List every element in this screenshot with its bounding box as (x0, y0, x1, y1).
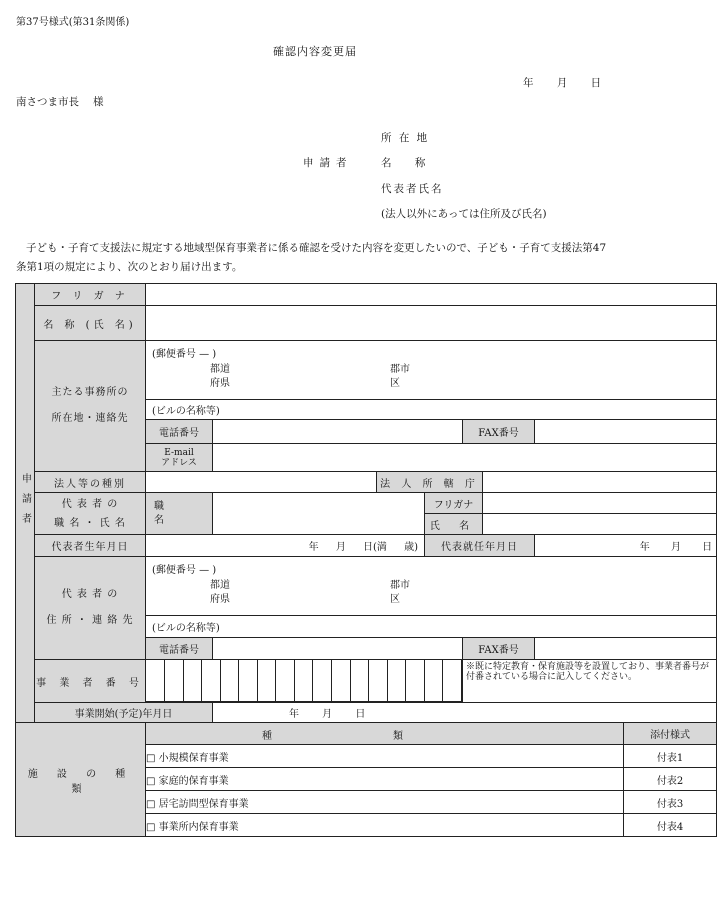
biz-digit-16[interactable] (424, 660, 443, 702)
facility-option-workplace[interactable]: □ 事業所内保育事業 (146, 814, 624, 837)
application-form-table (15, 283, 717, 837)
biz-digit-1[interactable] (146, 660, 165, 702)
todofuken-label-2: 府県 (210, 378, 230, 389)
name-field[interactable] (146, 306, 717, 341)
biz-digit-13[interactable] (369, 660, 388, 702)
biz-digit-7[interactable] (257, 660, 276, 702)
rep-title-line1: 代 表 者 の (61, 498, 119, 510)
shoku-label-2: 名 (154, 514, 164, 526)
gunshi-label: 郡市 (390, 364, 410, 375)
rep-building-field[interactable] (146, 616, 717, 638)
rep-title-line2: 職 名 ・ 氏 名 (54, 517, 126, 529)
biz-digit-10[interactable] (313, 660, 332, 702)
biz-digit-4[interactable] (202, 660, 221, 702)
rep-phone-field[interactable] (213, 638, 463, 660)
biz-digit-3[interactable] (183, 660, 202, 702)
rep-address-line2: 住 所 ・ 連 絡 先 (46, 615, 134, 626)
biz-digit-12[interactable] (350, 660, 369, 702)
intro-paragraph: 子ども・子育て支援法に規定する地域型保育事業者に係る確認を受けた内容を変更したいので、子ども・子育て支援法第47条第1項の規定により、次のとおり届け出ます。 (16, 242, 607, 273)
applicant-note: (法人以外にあっては住所及び氏名) (381, 208, 547, 220)
rep-postal-code-label: (郵便番号 — ) (152, 565, 217, 576)
office-phone-label: 電話番号 (146, 420, 213, 444)
email-label-line1: E-mail (164, 447, 194, 458)
biz-digit-15[interactable] (406, 660, 425, 702)
rep-shimei-label: 氏 名 (425, 514, 483, 535)
rep-todofuken-label: 都道 (210, 580, 230, 591)
office-fax-label: FAX番号 (463, 420, 535, 444)
facility-kind-header (146, 723, 624, 745)
addressee-name: 南さつま市長 (16, 96, 79, 108)
form-number: 第37号様式(第31条関係) (16, 17, 130, 28)
facility-form-1: 付表1 (624, 745, 717, 768)
biz-digit-17[interactable] (443, 660, 462, 702)
document-title: 確認内容変更届 (273, 45, 357, 58)
biz-digit-11[interactable] (331, 660, 350, 702)
rep-term-label: 代表就任年月日 (425, 535, 535, 557)
rep-building-label: (ビルの名称等) (152, 623, 220, 634)
postal-code-label: (郵便番号 — ) (152, 349, 217, 360)
facility-form-2: 付表2 (624, 768, 717, 791)
office-phone-field[interactable] (213, 420, 463, 444)
kind-label-1: 種 (262, 731, 272, 742)
shoku-label-1: 職 (154, 500, 164, 512)
rep-gunshi-label: 郡市 (390, 580, 410, 591)
rep-term-field[interactable]: 年 月 日 (535, 535, 717, 557)
applicant-location-label: 所 在 地 (381, 132, 430, 144)
attach-form-header: 添付様式 (624, 723, 717, 745)
shoku-label (146, 493, 213, 535)
rep-name-field[interactable] (483, 514, 717, 535)
applicant-name-label: 名 称 (381, 157, 436, 169)
facility-option-visit[interactable]: □ 居宅訪問型保育事業 (146, 791, 624, 814)
rep-address-field[interactable] (146, 557, 717, 616)
facility-form-3: 付表3 (624, 791, 717, 814)
biz-digit-5[interactable] (220, 660, 239, 702)
facility-type-label: 施 設 の 種 類 (16, 723, 146, 837)
start-date-field[interactable]: 年 月 日 (213, 703, 717, 723)
office-label-line2: 所在地・連絡先 (51, 413, 129, 424)
submission-date: 年 月 日 (523, 77, 602, 89)
office-label-line1: 主たる事務所の (51, 387, 129, 398)
biz-number-grid (146, 660, 462, 702)
office-building-field[interactable] (146, 400, 717, 420)
facility-form-4: 付表4 (624, 814, 717, 837)
biz-number-boxes[interactable] (146, 660, 463, 703)
biz-number-note: ※既に特定教育・保育施設等を設置しており、事業者番号が付番されている場合に記入してください。 (463, 660, 717, 703)
rep-position-field[interactable] (213, 493, 425, 535)
email-label (146, 444, 213, 472)
building-label: (ビルの名称等) (152, 406, 220, 417)
rep-birth-field[interactable]: 年 月 日(満 歳) (146, 535, 425, 557)
biz-digit-6[interactable] (239, 660, 258, 702)
biz-digit-14[interactable] (387, 660, 406, 702)
corp-office-field[interactable] (483, 472, 717, 493)
rep-furigana-label: フリガナ (425, 493, 483, 514)
biz-digit-9[interactable] (294, 660, 313, 702)
corp-office-label: 法 人 所 轄 庁 (377, 472, 483, 493)
start-date-label: 事業開始(予定)年月日 (35, 703, 213, 723)
applicant-label: 申請者 (303, 157, 353, 169)
addressee (16, 94, 104, 109)
applicant-rep-label: 代表者氏名 (381, 183, 444, 195)
rep-birth-label: 代表者生年月日 (35, 535, 146, 557)
corp-type-label: 法人等の種別 (35, 472, 146, 493)
todofuken-label: 都道 (210, 364, 230, 375)
kind-label-2: 類 (393, 731, 403, 742)
applicant-side-label: 申請者 (16, 284, 35, 723)
facility-option-small[interactable]: □ 小規模保育事業 (146, 745, 624, 768)
rep-fax-field[interactable] (535, 638, 717, 660)
rep-todofuken-label-2: 府県 (210, 594, 230, 605)
rep-address-label (35, 557, 146, 660)
addressee-honorific: 様 (93, 96, 104, 108)
furigana-field[interactable] (146, 284, 717, 306)
rep-furigana-field[interactable] (483, 493, 717, 514)
biz-digit-2[interactable] (165, 660, 184, 702)
facility-option-home[interactable]: □ 家庭的保育事業 (146, 768, 624, 791)
name-label: 名 称 (氏 名) (35, 306, 146, 341)
furigana-label: フ リ ガ ナ (35, 284, 146, 306)
rep-phone-label: 電話番号 (146, 638, 213, 660)
rep-gunshi-label-2: 区 (390, 594, 400, 605)
rep-fax-label: FAX番号 (463, 638, 535, 660)
biz-number-label: 事 業 者 番 号 (35, 660, 146, 703)
gunshi-label-2: 区 (390, 378, 400, 389)
rep-title-label (35, 493, 146, 535)
biz-digit-8[interactable] (276, 660, 295, 702)
rep-address-line1: 代 表 者 の (61, 589, 119, 600)
email-label-line2: アドレス (161, 457, 197, 468)
office-label (35, 341, 146, 472)
office-address-field[interactable] (146, 341, 717, 400)
office-fax-field[interactable] (535, 420, 717, 444)
corp-type-field[interactable] (146, 472, 377, 493)
email-field[interactable] (213, 444, 717, 472)
